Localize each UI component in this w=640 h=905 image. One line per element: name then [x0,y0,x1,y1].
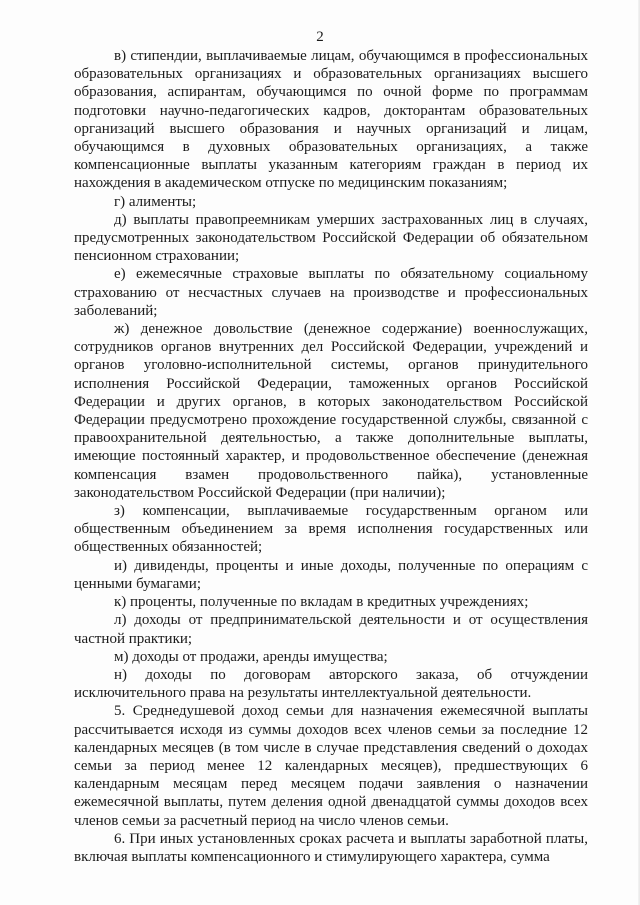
page-number: 2 [316,29,324,45]
paragraph-g-alimony: г) алименты; [114,193,197,210]
paragraph-m-property-income: м) доходы от продажи, аренды имущества; [114,648,388,665]
paragraph-6-other-terms: 6. При иных установленных сроках расчета и выплаты заработной платы, включая выплаты компенсационного и стимулирующего характера, сумма [74,830,588,865]
paragraph-i-dividends: и) дивиденды, проценты и иные доходы, полученные по операциям с ценными бумагами; [74,557,588,592]
paragraph-n-author-contracts: н) доходы по договорам авторского заказа, об отчуждении исключительного права на результаты интеллектуальной деятельности. [74,666,588,702]
paragraph-k-deposit-interest: к) проценты, полученные по вкладам в кредитных учреждениях; [114,594,529,611]
paragraph-e-insurance-payments: е) ежемесячные страховые выплаты по обязательному социальному страхованию от несчастных случаев на производстве и профессиональных заболеваний; [74,266,588,319]
paragraph-v-stipends: в) стипендии, выплачиваемые лицам, обучающимся в профессиональных образовательных организациях и образовательных организациях высшего образования, аспирантам, обучающимся по очной форме по программам подготовки научно-педагогических кадров, докторантам образовательных организаций высшего образования и научных организаций и лицам, обучающимся в духовных образовательных организациях, а также компенсационные выплаты указанным категориям граждан в период их нахождения в академическом отпуске по медицинским показаниям; [74,48,588,192]
paragraph-5-average-income: 5. Среднедушевой доход семьи для назначения ежемесячной выплаты рассчитывается исходя из суммы доходов всех членов семьи за последние 12 календарных месяцев (в том числе в случае представления сведений о доходах семьи за период менее 12 календарных месяцев), предшествующих 6 календарным месяцам перед месяцем подачи заявления о назначении ежемесячной выплаты, путем деления одной двенадцатой суммы доходов всех членов семьи за расчетный период на число членов семьи. [74,703,588,829]
paragraph-l-business-income: л) доходы от предпринимательской деятельности и от осуществления частной практики; [74,612,588,647]
paragraph-d-successor-payments: д) выплаты правопреемникам умерших застрахованных лиц в случаях, предусмотренных законодательством Российской Федерации об обязательном пенсионном страховании; [74,211,588,265]
document-body [74,47,588,866]
paragraph-zh-monetary-allowance: ж) денежное довольствие (денежное содержание) военнослужащих, сотрудников органов внутренних дел Российской Федерации, учреждений и органов уголовно-исполнительной системы, органов принудительного исполнения Российской Федерации, таможенных органов Российской Федерации и других органов, в которых законодательством Российской Федерации предусмотрено прохождение государственной службы, связанной с правоохранительной деятельностью, а также дополнительные выплаты, имеющие постоянный характер, и продовольственное обеспечение (денежная компенсация взамен продовольственного пайка), установленные законодательством Российской Федерации (при наличии); [74,321,588,501]
paragraph-z-compensations: з) компенсации, выплачиваемые государственным органом или общественным объединением за время исполнения государственных или общественных обязанностей; [74,503,588,556]
